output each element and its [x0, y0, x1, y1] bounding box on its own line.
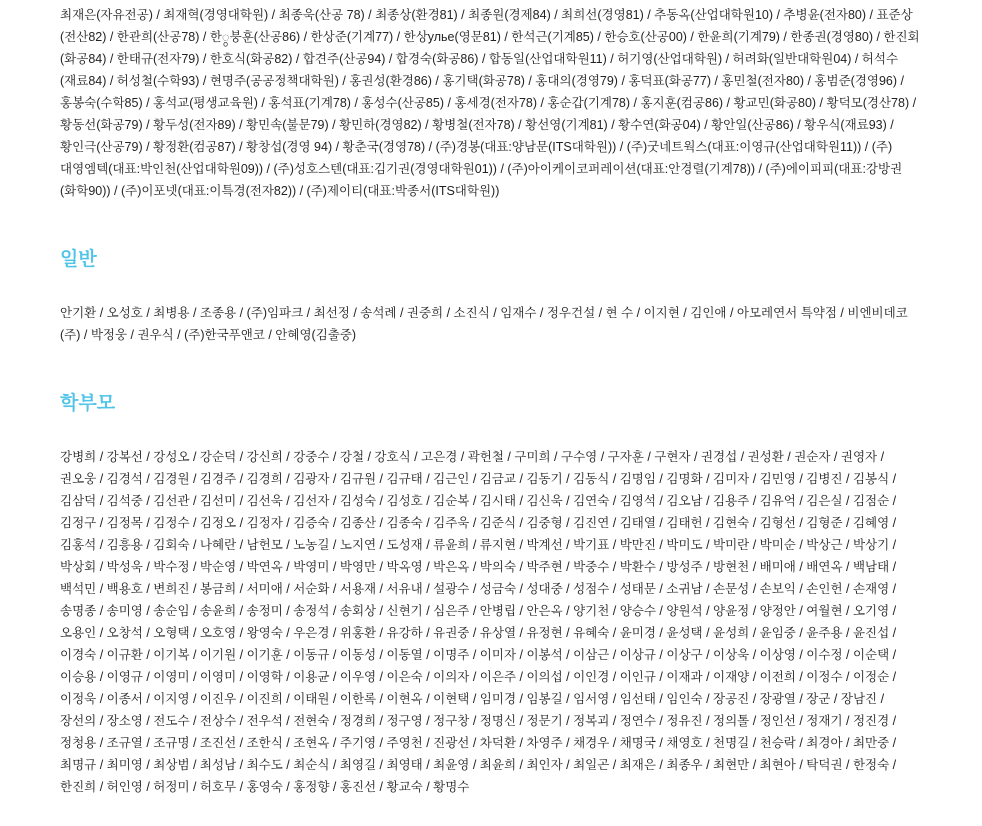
section-spacer	[60, 202, 922, 248]
section-heading-general: 일반	[60, 249, 97, 270]
heading-spacer	[60, 272, 922, 302]
heading-spacer	[60, 416, 922, 446]
section-spacer	[60, 346, 922, 392]
section-heading-parents: 학부모	[60, 393, 116, 414]
donor-list-corporate: 최재은(자유전공) / 최재혁(경영대학원) / 최종욱(산공 78) / 최종상(환경81) / 최종원(경제84) / 최희선(경영81) / 추동옥(산업대학원10) / 추병윤(전자80) / 표준상(전산82) / 한관희(산공78) / 한ွ붕훈(산공86) / 한상준(기계77) / 한상ульe(영문81) / 한석근(기계85) / 한승호(산공00) / 한윤희(기계79) / 한종권(경영80) / 한진회(화공84) / 한태규(전자79) / 한호식(화공82) / 합견주(산공94) / 합경숙(화공86) / 합동일(산업대학원11) / 허기영(산업대학원) / 허려화(일반대학원04) / 허석수(재료84) / 허성철(수학93) / 현명주(공공정책대학원) / 홍권성(환경86) / 홍기택(화공78) / 홍대의(경영79) / 홍덕표(화공77) / 홍민철(전자80) / 홍범준(경영96) / 홍봉숙(수학85) / 홍석교(평생교육원) / 홍석표(기계78) / 홍성수(산공85) / 홍세경(전자78) / 홍순갑(기계78) / 홍지훈(컴공86) / 황교민(화공80) / 황덕모(경산78) / 황동선(화공79) / 황두성(전자89) / 황민속(불문79) / 황민하(경영82) / 황병철(전자78) / 황선영(기계81) / 황수연(화공04) / 황안일(산공86) / 황우식(재료93) / 황인극(산공79) / 황정환(컴공87) / 황창섭(경영 94) / 황춘국(경영78) / (주)경봉(대표:양남문(ITS대학원)) / (주)굿네트웍스(대표:이영규(산업대학원11)) / (주)대영엠텍(대표:박인천(산업대학원09)) / (주)성호스텐(대표:김기권(경영대학원01)) / (주)아이케이코퍼레이션(대표:안경렬(기계78)) / (주)에이피피(대표:강방권(화학90)) / (주)이포넷(대표:이특경(전자82)) / (주)제이티(대표:박종서(ITS대학원))	[60, 8, 920, 198]
donor-list-general: 안기환 / 오성호 / 최병용 / 조종용 / (주)임파크 / 최선정 / 송석례 / 권중희 / 소진식 / 임재수 / 정우건설 / 현 수 / 이지현 / 김인애 / 아모레연서 특약점 / 비엔비데코(주) / 박정웅 / 권우식 / (주)한국푸앤코 / 안혜영(김출중)	[60, 306, 908, 342]
donor-list-parents: 강병희 / 강복선 / 강성오 / 강순덕 / 강신희 / 강중수 / 강철 / 강호식 / 고은경 / 곽헌철 / 구미희 / 구수영 / 구자훈 / 구현자 / 권경섭 / 권성환 / 권순자 / 권영자 / 권오웅 / 김경석 / 김경원 / 김경주 / 김경희 / 김광자 / 김규원 / 김규태 / 김근인 / 김금교 / 김동기 / 김동식 / 김명임 / 김명화 / 김미자 / 김민영 / 김병진 / 김봉식 / 김삼덕 / 김석중 / 김선관 / 김선미 / 김선욱 / 김선자 / 김성숙 / 김성호 / 김순복 / 김시태 / 김신욱 / 김연숙 / 김영석 / 김오남 / 김용주 / 김유억 / 김은실 / 김점순 / 김정구 / 김정목 / 김정수 / 김정오 / 김정자 / 김증숙 / 김종산 / 김종숙 / 김주욱 / 김준식 / 김중형 / 김진연 / 김태열 / 김태헌 / 김현숙 / 김형선 / 김형준 / 김혜영 / 김홍석 / 김흥용 / 김회숙 / 나혜란 / 남헌모 / 노농길 / 노지연 / 도성재 / 류윤희 / 류지현 / 박계선 / 박기표 / 박만진 / 박미도 / 박미란 / 박미순 / 박상근 / 박상기 / 박상회 / 박성욱 / 박수정 / 박순영 / 박연옥 / 박영미 / 박영만 / 박옥영 / 박은옥 / 박의숙 / 박주현 / 박중수 / 박환수 / 방성주 / 방현천 / 배미애 / 배연옥 / 백남태 / 백석민 / 백용호 / 변희진 / 봉금희 / 서미애 / 서순화 / 서용재 / 서유내 / 설광수 / 성금숙 / 성대중 / 성점수 / 성태문 / 소귀남 / 손문성 / 손보익 / 손인헌 / 손재영 / 송명종 / 송미영 / 송순임 / 송윤희 / 송정미 / 송정석 / 송회상 / 신현기 / 심은주 / 안병립 / 안은옥 / 양기천 / 양승수 / 양원석 / 양윤정 / 양정안 / 여월현 / 오기영 / 오용인 / 오창석 / 오형택 / 오호영 / 왕영숙 / 우은경 / 위홍환 / 유강하 / 유권중 / 유상열 / 유정현 / 유혜숙 / 윤미경 / 윤성택 / 윤성희 / 윤임중 / 윤주용 / 윤진섭 / 이경숙 / 이규환 / 이기복 / 이기원 / 이기훈 / 이동규 / 이동성 / 이동열 / 이명주 / 이미자 / 이봉석 / 이삼근 / 이상규 / 이상구 / 이상욱 / 이상영 / 이수정 / 이순택 / 이승용 / 이영규 / 이영미 / 이영미 / 이영학 / 이용균 / 이우영 / 이은숙 / 이의자 / 이은주 / 이의섭 / 이인경 / 이인규 / 이재과 / 이재양 / 이전희 / 이정수 / 이정순 / 이정욱 / 이종서 / 이지영 / 이진우 / 이진희 / 이태원 / 이한록 / 이현옥 / 이현택 / 임미경 / 임봉길 / 임서영 / 임선태 / 임인숙 / 장공진 / 장광열 / 장군 / 장남진 / 장선의 / 장소영 / 전도수 / 전상수 / 전우석 / 전현숙 / 정경희 / 정구영 / 정구창 / 정명신 / 정문기 / 정복괴 / 정연수 / 정유진 / 정의톨 / 정인선 / 정재기 / 정진경 / 정청용 / 조규열 / 조규명 / 조진선 / 조한식 / 조현옥 / 주기영 / 주영천 / 진광선 / 차덕환 / 차영주 / 채경우 / 채명국 / 채영호 / 천명길 / 천승락 / 최경아 / 최만중 / 최명규 / 최미영 / 최상범 / 최성남 / 최수도 / 최순식 / 최영길 / 최영태 / 최윤영 / 최윤희 / 최인자 / 최일곤 / 최재은 / 최종우 / 최현만 / 최현아 / 탁덕권 / 한정숙 / 한진희 / 허인영 / 허정미 / 허호무 / 홍영숙 / 홍정향 / 홍진선 / 황교숙 / 황명수	[60, 450, 897, 794]
